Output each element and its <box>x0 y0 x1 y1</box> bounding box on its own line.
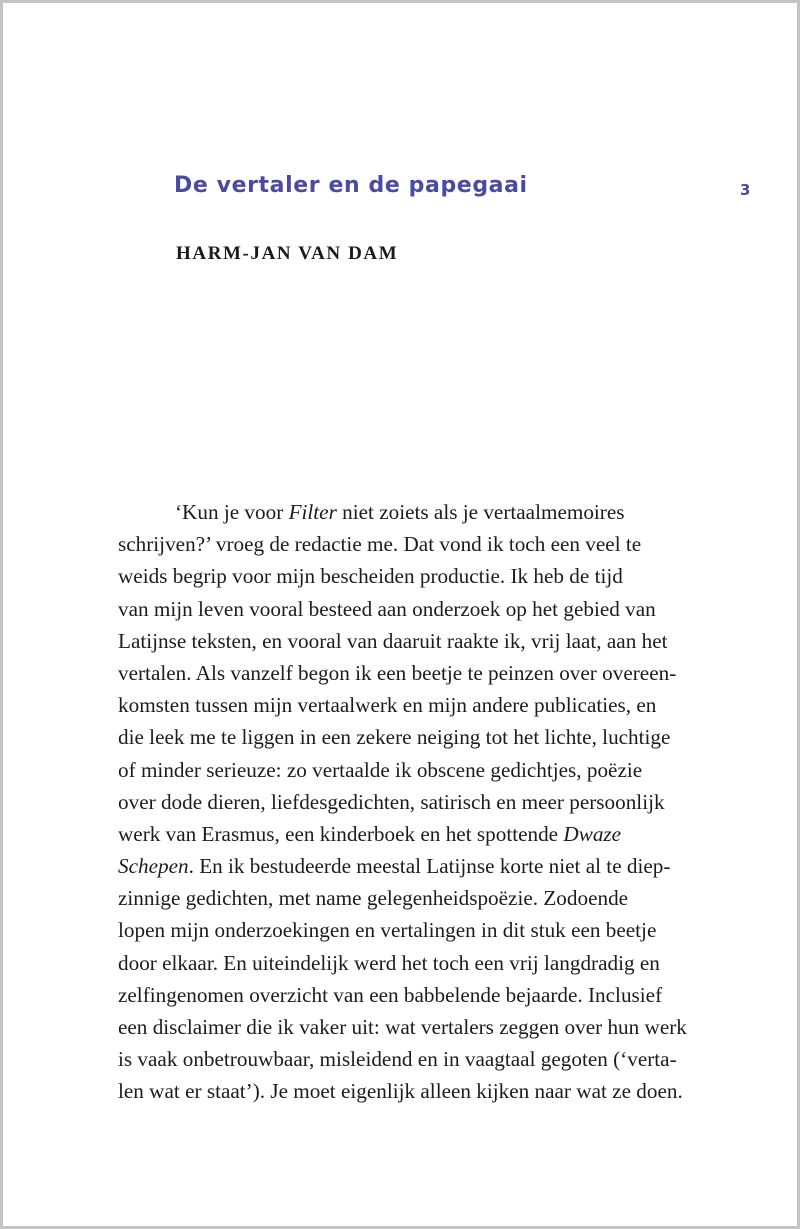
text-line: over dode dieren, liefdesgedichten, satirisch en meer persoonlijk <box>118 789 665 814</box>
text-line: een disclaimer die ik vaker uit: wat vertalers zeggen over hun werk <box>118 1015 687 1039</box>
text-line: vertalen. Als vanzelf begon ik een beetje te peinzen over overeen- <box>118 660 677 685</box>
author-name: HARM-JAN VAN DAM <box>176 243 399 264</box>
text-line: schrijven?’ vroeg de redactie me. Dat vond ik toch een veel te <box>118 532 642 557</box>
text-line: of minder serieuze: zo vertaalde ik obscene gedichtjes, poëzie <box>118 757 643 782</box>
text-line: die leek me te liggen in een zekere neiging tot het lichte, luchtige <box>118 725 671 750</box>
text-line: komsten tussen mijn vertaalwerk en mijn andere publicaties, en <box>118 693 657 718</box>
text-line: len wat er staat’). Je moet eigenlijk alleen kijken naar wat ze doen. <box>118 1079 683 1104</box>
text-line: zelfingenomen overzicht van een babbelende bejaarde. Inclusief <box>118 982 663 1007</box>
text-line: ‘Kun je voor Filter niet zoiets als je vertaalmemoires <box>175 500 625 524</box>
text-line: weids begrip voor mijn bescheiden productie. Ik heb de tijd <box>118 564 623 589</box>
text-line: zinnige gedichten, met name gelegenheidspoëzie. Zodoende <box>118 886 629 911</box>
text-line: van mijn leven vooral besteed aan onderzoek op het gebied van <box>118 596 656 621</box>
page-number: 3 <box>740 181 751 199</box>
text-line: is vaak onbetrouwbaar, misleidend en in vaagtaal gegoten (‘verta- <box>118 1047 677 1072</box>
text-line: door elkaar. En uiteindelijk werd het toch een vrij langdradig en <box>118 950 660 975</box>
chapter-title: De vertaler en de papegaai <box>174 173 528 198</box>
text-line: Latijnse teksten, en vooral van daaruit raakte ik, vrij laat, aan het <box>118 628 668 653</box>
text-line: lopen mijn onderzoekingen en vertalingen in dit stuk een beetje <box>118 918 657 943</box>
text-line: Schepen. En ik bestudeerde meestal Latijnse korte niet al te diep- <box>118 854 671 879</box>
body-paragraph <box>118 496 698 1108</box>
text-line: werk van Erasmus, een kinderboek en het spottende Dwaze <box>118 821 622 846</box>
